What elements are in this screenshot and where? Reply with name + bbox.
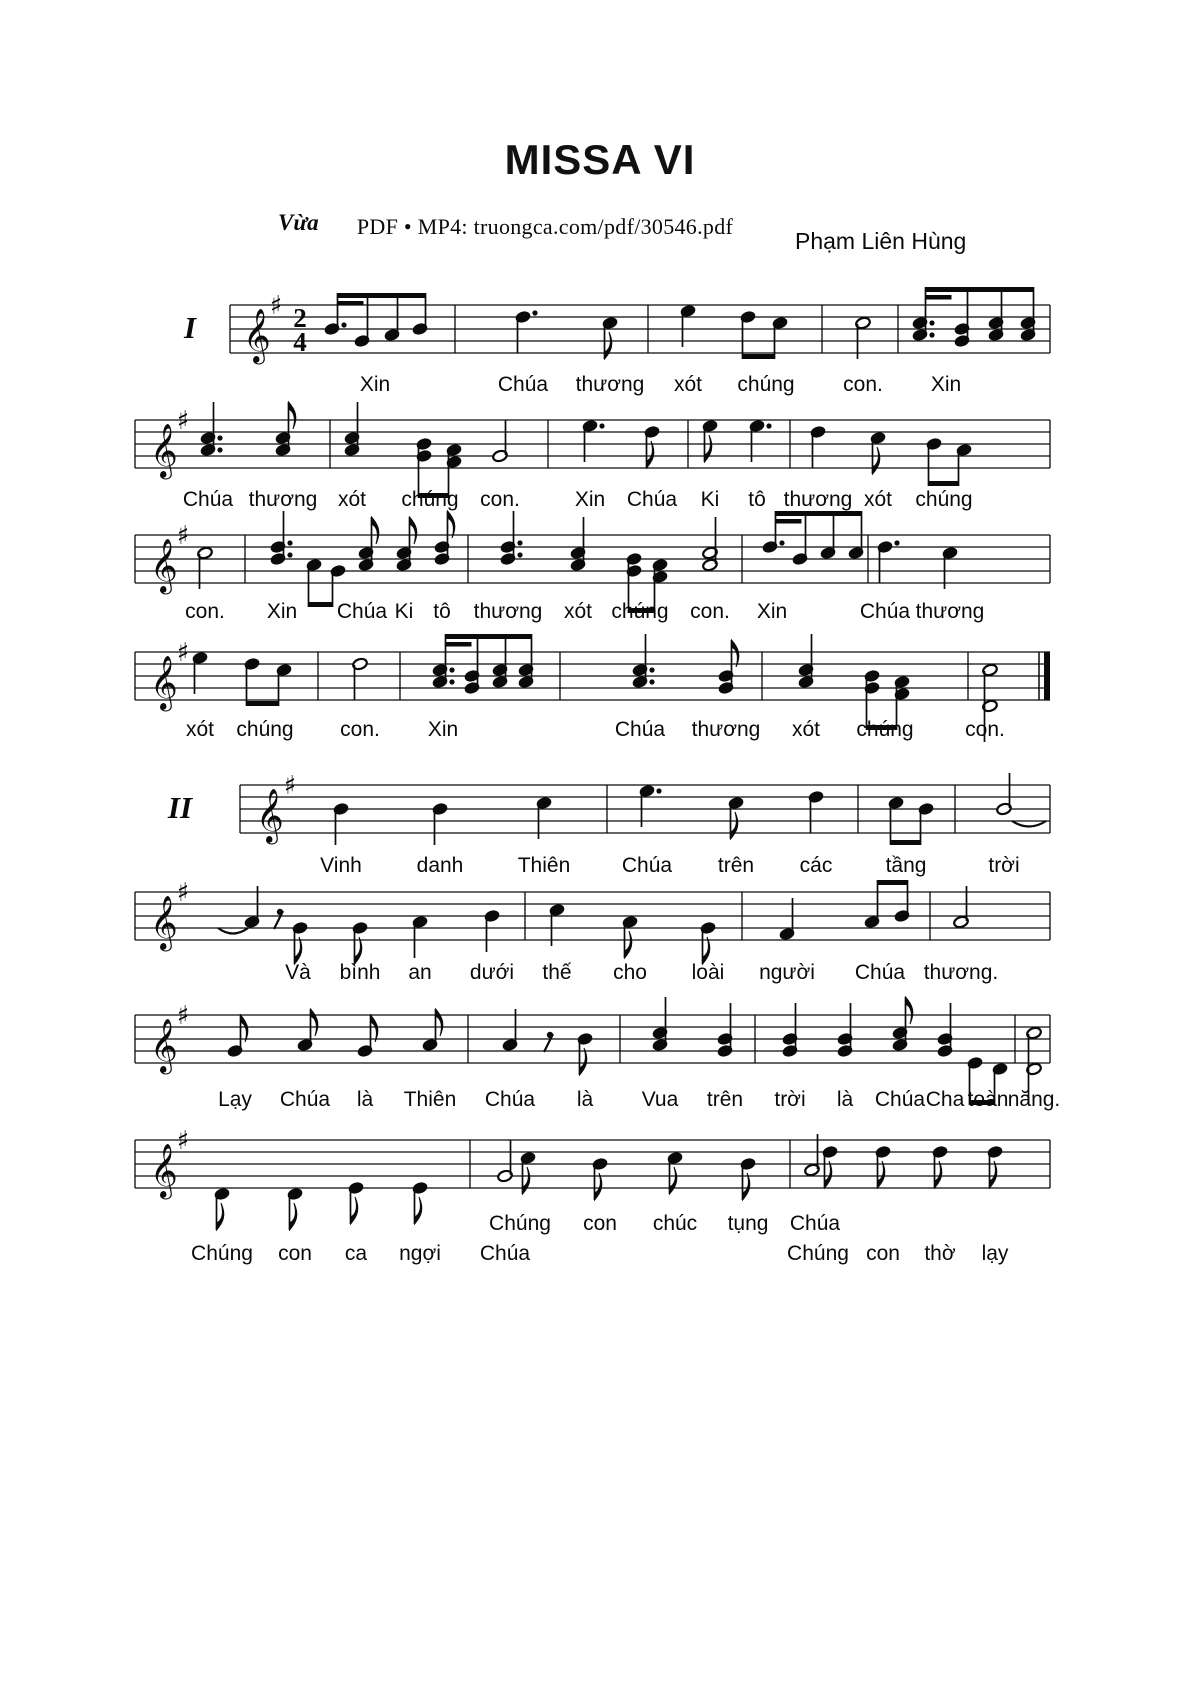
lyric-syllable: tầng xyxy=(885,854,927,877)
lyric-syllable: lạy xyxy=(981,1242,1009,1265)
lyric-syllable: Và xyxy=(285,961,311,984)
lyric-syllable: con. xyxy=(843,373,883,396)
lyric-syllable: Vua xyxy=(641,1088,679,1111)
lyric-syllable: thương xyxy=(473,600,543,623)
lyric-syllable: Xin xyxy=(930,373,962,396)
lyric-syllable: chúng xyxy=(611,600,669,623)
time-signature: 4 xyxy=(293,327,307,357)
treble-clef-icon: 𝄞 xyxy=(150,1018,178,1073)
eighth-flag-icon xyxy=(670,1167,677,1194)
beam xyxy=(878,880,908,885)
eighth-flag-icon xyxy=(825,1161,832,1188)
lyric-syllable: con. xyxy=(185,600,225,623)
lyric-syllable: thương xyxy=(783,488,853,511)
eighth-flag-icon xyxy=(355,937,362,964)
eighth-flag-icon xyxy=(878,1161,885,1188)
eighth-flag-icon xyxy=(290,1203,297,1230)
section-label: II xyxy=(167,790,193,825)
lyric-syllable: là xyxy=(576,1088,594,1111)
augmentation-dot xyxy=(929,332,934,337)
eighth-flag-icon xyxy=(732,640,739,667)
lyric-syllable: chúc xyxy=(652,1212,698,1235)
beam xyxy=(446,642,472,647)
beam xyxy=(247,701,279,706)
lyric-syllable: loài xyxy=(691,961,725,984)
lyric-syllable: tô xyxy=(748,488,766,511)
beam xyxy=(929,481,959,486)
lyric-syllable: xót xyxy=(791,718,821,741)
key-signature-sharp-icon: ♯ xyxy=(176,638,190,668)
eighth-flag-icon xyxy=(935,1161,942,1188)
beam xyxy=(309,602,333,607)
lyric-syllable: xót xyxy=(337,488,367,511)
lyric-syllable: con. xyxy=(480,488,520,511)
eighth-flag-icon xyxy=(990,1161,997,1188)
eighth-flag-icon xyxy=(906,997,913,1024)
key-signature-sharp-icon: ♯ xyxy=(283,771,297,801)
lyric-syllable: con. xyxy=(965,718,1005,741)
lyric-syllable: Chúa xyxy=(336,600,388,623)
beam xyxy=(926,287,1034,292)
lyric-syllable: là xyxy=(356,1088,374,1111)
lyric-syllable: Xin xyxy=(574,488,606,511)
lyric-syllable: chúng xyxy=(401,488,459,511)
augmentation-dot xyxy=(532,310,537,315)
lyric-syllable: tụng xyxy=(727,1212,769,1235)
lyric-syllable: các xyxy=(799,854,833,877)
lyric-syllable: chúng xyxy=(737,373,795,396)
treble-clef-icon: 𝄞 xyxy=(243,308,271,363)
eighth-flag-icon xyxy=(217,1203,224,1230)
lyric-syllable: Chúa xyxy=(484,1088,536,1111)
section-label: I xyxy=(183,310,197,345)
lyric-syllable: con. xyxy=(690,600,730,623)
tempo-marking: Vừa xyxy=(278,210,319,235)
tie-arc xyxy=(218,928,248,934)
lyric-syllable: thế xyxy=(542,961,572,984)
augmentation-dot xyxy=(517,552,522,557)
lyric-syllable: Chúng xyxy=(191,1242,253,1265)
lyric-syllable: toàn xyxy=(967,1088,1009,1111)
lyric-syllable: là xyxy=(836,1088,854,1111)
beam xyxy=(926,295,952,300)
lyric-syllable: Chúa xyxy=(854,961,906,984)
lyric-syllable: Chúng xyxy=(787,1242,849,1265)
lyric-syllable: ca xyxy=(344,1242,368,1265)
augmentation-dot xyxy=(599,423,604,428)
augmentation-dot xyxy=(217,447,222,452)
lyric-syllable: Thiên xyxy=(517,854,571,877)
eighth-flag-icon xyxy=(703,937,710,964)
eighth-flag-icon xyxy=(625,931,632,958)
lyric-syllable: cho xyxy=(613,961,647,984)
lyric-syllable: ngợi xyxy=(399,1242,441,1265)
eighth-flag-icon xyxy=(605,332,612,359)
eighth-flag-icon xyxy=(351,1197,358,1224)
eighth-flag-icon xyxy=(415,1197,422,1224)
lyric-syllable: chúng xyxy=(915,488,973,511)
eighth-flag-icon xyxy=(289,402,296,429)
treble-clef-icon: 𝄞 xyxy=(150,895,178,950)
lyric-syllable: Ki xyxy=(394,600,414,623)
lyric-syllable: thờ xyxy=(924,1242,956,1265)
eighth-flag-icon xyxy=(295,937,302,964)
lyric-syllable: Cha xyxy=(925,1088,965,1111)
eighth-flag-icon xyxy=(873,447,880,474)
eighth-flag-icon xyxy=(731,812,738,839)
lyric-syllable: Xin xyxy=(427,718,459,741)
eighth-flag-icon xyxy=(580,1048,587,1075)
augmentation-dot xyxy=(287,540,292,545)
augmentation-dot xyxy=(779,540,784,545)
eighth-flag-icon xyxy=(523,1167,530,1194)
lyric-syllable: Chúa xyxy=(497,373,549,396)
beam xyxy=(338,301,364,306)
eighth-flag-icon xyxy=(436,1009,443,1036)
key-signature-sharp-icon: ♯ xyxy=(176,406,190,436)
lyric-syllable: trời xyxy=(774,1088,806,1111)
augmentation-dot xyxy=(649,667,654,672)
eighth-flag-icon xyxy=(241,1015,248,1042)
lyric-syllable: thương. xyxy=(923,961,999,984)
lyric-syllable: Chúa xyxy=(279,1088,331,1111)
augmentation-dot xyxy=(517,540,522,545)
lyric-syllable: Chúa xyxy=(789,1212,841,1235)
lyric-syllable: tô xyxy=(433,600,451,623)
lyric-syllable: Xin xyxy=(756,600,788,623)
eighth-flag-icon xyxy=(410,517,417,544)
lyric-syllable: thương xyxy=(915,600,985,623)
treble-clef-icon: 𝄞 xyxy=(150,538,178,593)
lyric-syllable: trên xyxy=(706,1088,744,1111)
augmentation-dot xyxy=(656,788,661,793)
lyric-syllable: năng. xyxy=(1007,1088,1061,1111)
page-title: MISSA VI xyxy=(504,136,696,183)
treble-clef-icon: 𝄞 xyxy=(256,788,284,843)
beam xyxy=(891,840,921,845)
augmentation-dot xyxy=(929,320,934,325)
lyric-syllable: thương xyxy=(248,488,318,511)
augmentation-dot xyxy=(894,540,899,545)
lyric-syllable: xót xyxy=(185,718,215,741)
key-signature-sharp-icon: ♯ xyxy=(176,1001,190,1031)
key-signature-sharp-icon: ♯ xyxy=(176,878,190,908)
final-barline xyxy=(1044,652,1050,700)
lyric-syllable: danh xyxy=(416,854,464,877)
lyric-syllable: Xin xyxy=(359,373,391,396)
lyric-syllable: Chúa xyxy=(621,854,673,877)
lyric-syllable: Xin xyxy=(266,600,298,623)
lyric-syllable: an xyxy=(408,961,432,984)
beam xyxy=(776,511,862,516)
lyric-syllable: trên xyxy=(717,854,755,877)
time-signature: 2 xyxy=(293,303,307,333)
augmentation-dot xyxy=(449,667,454,672)
eighth-flag-icon xyxy=(311,1009,318,1036)
lyric-syllable: con xyxy=(583,1212,617,1235)
lyric-syllable: thương xyxy=(575,373,645,396)
lyric-syllable: con xyxy=(866,1242,900,1265)
lyric-syllable: Thiên xyxy=(403,1088,457,1111)
composer-name: Phạm Liên Hùng xyxy=(795,228,967,254)
augmentation-dot xyxy=(287,552,292,557)
lyric-syllable: thương xyxy=(691,718,761,741)
lyric-syllable: Ki xyxy=(700,488,720,511)
eighth-flag-icon xyxy=(705,435,712,462)
lyric-syllable: Chúa xyxy=(614,718,666,741)
eighth-flag-icon xyxy=(448,511,455,538)
eighth-flag-icon xyxy=(371,1015,378,1042)
key-signature-sharp-icon: ♯ xyxy=(176,521,190,551)
lyric-syllable: người xyxy=(759,961,815,984)
lyric-syllable: Chúa xyxy=(874,1088,926,1111)
pdf-link: PDF • MP4: truongca.com/pdf/30546.pdf xyxy=(356,214,734,239)
augmentation-dot xyxy=(217,435,222,440)
key-signature-sharp-icon: ♯ xyxy=(269,291,283,321)
lyric-syllable: chúng xyxy=(236,718,294,741)
lyric-syllable: Lạy xyxy=(218,1088,252,1111)
lyric-syllable: Vinh xyxy=(320,854,362,877)
eighth-flag-icon xyxy=(647,441,654,468)
beam xyxy=(446,634,532,639)
beam xyxy=(776,519,802,524)
lyric-syllable: chúng xyxy=(856,718,914,741)
augmentation-dot xyxy=(766,423,771,428)
lyric-syllable: xót xyxy=(863,488,893,511)
treble-clef-icon: 𝄞 xyxy=(150,423,178,478)
lyric-syllable: con xyxy=(278,1242,312,1265)
augmentation-dot xyxy=(341,322,346,327)
lyric-syllable: xót xyxy=(673,373,703,396)
lyric-syllable: Chúng xyxy=(489,1212,551,1235)
beam xyxy=(338,293,426,298)
treble-clef-icon: 𝄞 xyxy=(150,655,178,710)
lyric-syllable: Chúa xyxy=(626,488,678,511)
augmentation-dot xyxy=(649,679,654,684)
treble-clef-icon: 𝄞 xyxy=(150,1143,178,1198)
lyric-syllable: Chúa xyxy=(859,600,911,623)
lyric-syllable: con. xyxy=(340,718,380,741)
lyric-syllable: xót xyxy=(563,600,593,623)
eighth-flag-icon xyxy=(372,517,379,544)
lyric-syllable: Chúa xyxy=(182,488,234,511)
eighth-flag-icon xyxy=(743,1173,750,1200)
eighth-flag-icon xyxy=(595,1173,602,1200)
tie-arc xyxy=(1012,821,1046,827)
key-signature-sharp-icon: ♯ xyxy=(176,1126,190,1156)
lyric-syllable: trời xyxy=(988,854,1020,877)
lyric-syllable: Chúa xyxy=(479,1242,531,1265)
beam xyxy=(743,354,775,359)
lyric-syllable: bình xyxy=(339,961,381,984)
augmentation-dot xyxy=(449,679,454,684)
lyric-syllable: dưới xyxy=(469,961,515,984)
